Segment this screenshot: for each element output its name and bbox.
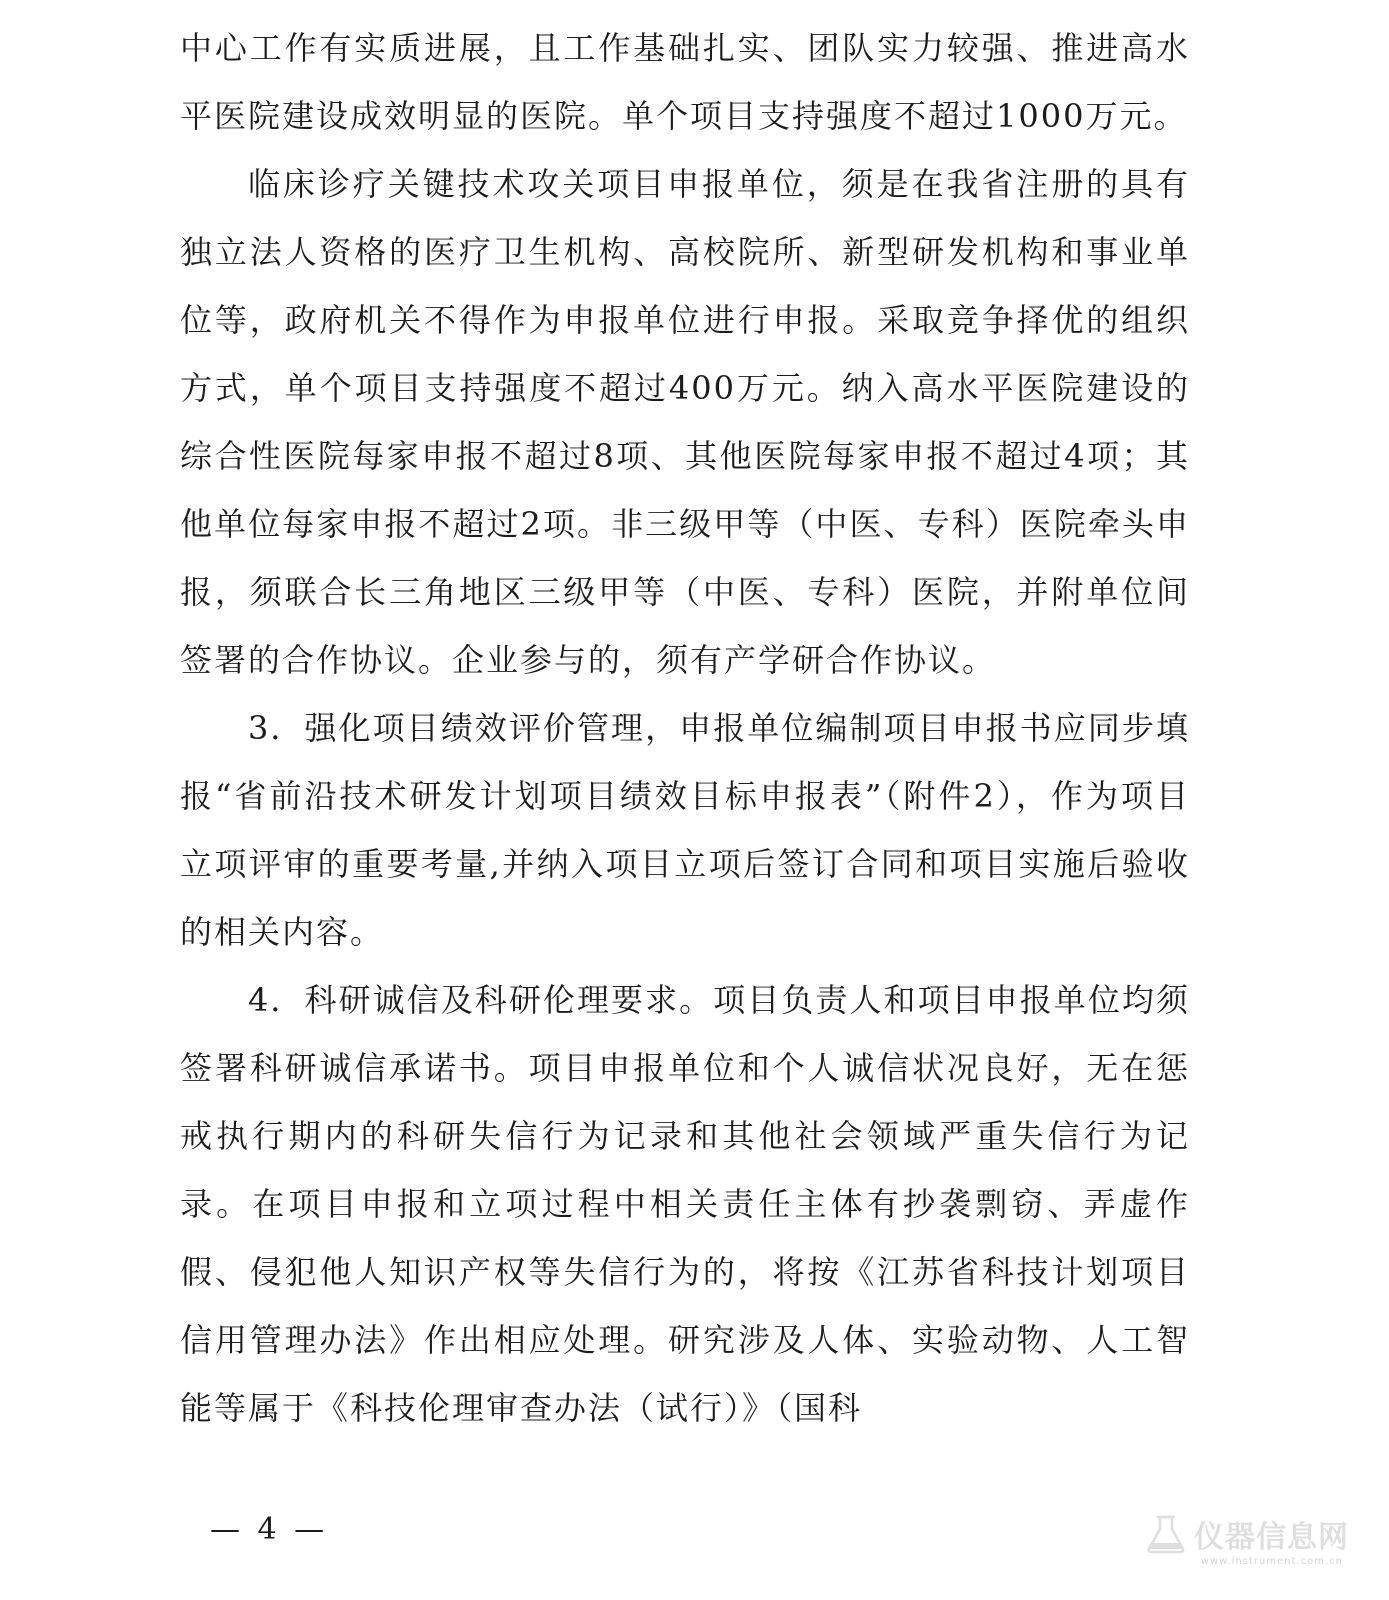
watermark-text: 仪器信息网 (1194, 1520, 1349, 1555)
watermark (1144, 1512, 1349, 1556)
paragraph-item-3-performance: 3．强化项目绩效评价管理，申报单位编制项目申报书应同步填报“省前沿技术研发计划项目绩效目标申报表”（附件2），作为项目立项评审的重要考量,并纳入项目立项后签订合同和项目实施后验收的相关内容。 (180, 709, 1190, 951)
page-number: — 4 — (210, 1512, 329, 1547)
body-text (180, 14, 1190, 1442)
flask-icon (1144, 1514, 1188, 1554)
paragraph-item-4-integrity: 4．科研诚信及科研伦理要求。项目负责人和项目申报单位均须签署科研诚信承诺书。项目申报单位和个人诚信状况良好，无在惩戒执行期内的科研失信行为记录和其他社会领域严重失信行为记录。在项目申报和立项过程中相关责任主体有抄袭剽窃、弄虚作假、侵犯他人知识产权等失信行为的，将按《江苏省科技计划项目信用管理办法》作出相应处理。研究涉及人体、实验动物、人工智能等属于《科技伦理审查办法（试行）》（国科 (180, 981, 1190, 1427)
paragraph-clinical-application: 临床诊疗关键技术攻关项目申报单位，须是在我省注册的具有独立法人资格的医疗卫生机构、高校院所、新型研发机构和事业单位等，政府机关不得作为申报单位进行申报。采取竞争择优的组织方式，单个项目支持强度不超过400万元。纳入高水平医院建设的综合性医院每家申报不超过8项、其他医院每家申报不超过4项；其他单位每家申报不超过2项。非三级甲等（中医、专科）医院牵头申报，须联合长三角地区三级甲等（中医、专科）医院，并附单位间签署的合作协议。企业参与的，须有产学研合作协议。 (180, 165, 1190, 679)
watermark-url: www.instrument.com.cn (1200, 1556, 1343, 1567)
paragraph-continuation: 中心工作有实质进展，且工作基础扎实、团队实力较强、推进高水平医院建设成效明显的医院。单个项目支持强度不超过1000万元。 (180, 29, 1190, 135)
